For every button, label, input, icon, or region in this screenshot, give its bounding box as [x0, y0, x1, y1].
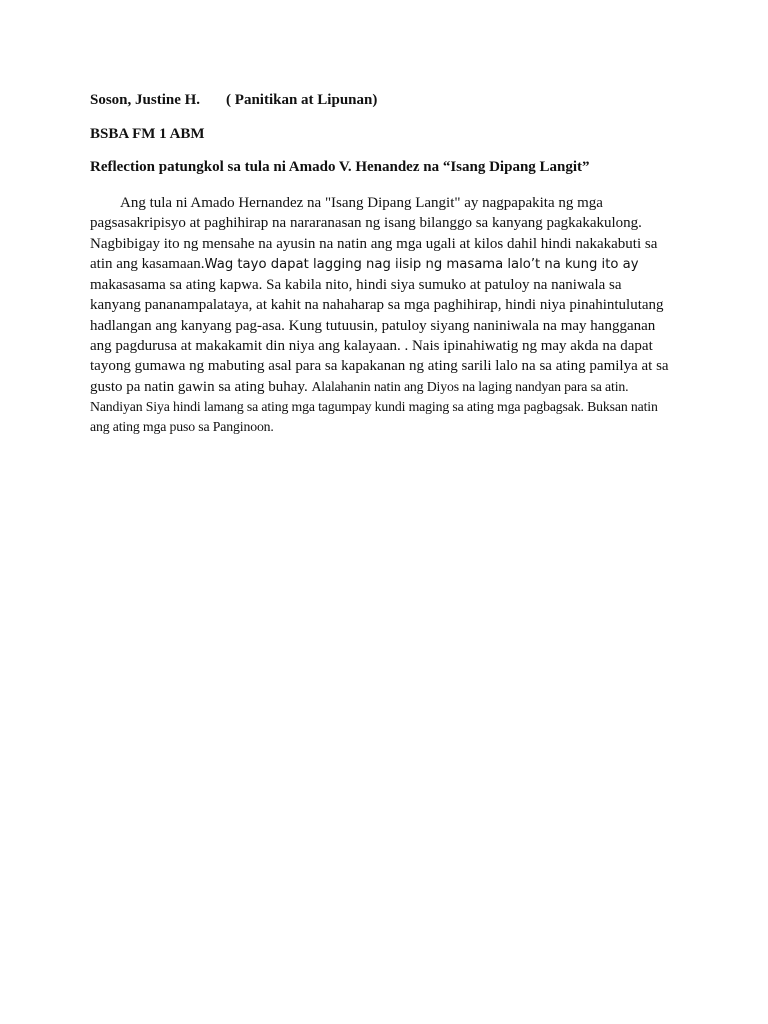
paragraph-run: atin ang kasamaan. — [90, 255, 205, 272]
paragraph-line: makasasama sa ating kapwa. Sa kabila nito, hindi siya sumuko at patuloy na naniwala sa — [90, 277, 622, 294]
subject-name: ( Panitikan at Lipunan) — [226, 92, 378, 108]
paragraph-line: ang pagdurusa at makakamit din niya ang kalayaan. . Nais ipinahiwatig ng may akda na dapat — [90, 338, 653, 355]
paragraph-run: gusto pa natin gawin sa ating buhay. — [90, 378, 308, 395]
course-line: BSBA FM 1 ABM — [90, 126, 205, 142]
paragraph-line — [90, 254, 690, 275]
paragraph-run-sans: Wag tayo dapat lagging nag iisip ng masama lalo’t na kung ito ay — [204, 256, 639, 272]
paragraph-line: hadlangan ang kanyang pag-asa. Kung tutuusin, patuloy siyang naniniwala na may hangganan — [90, 317, 656, 334]
paragraph-line: Ang tula ni Amado Hernandez na "Isang Dipang Langit" ay nagpapakita ng mga — [120, 195, 603, 211]
paragraph-run-narrow: Alalahanin natin ang Diyos na laging nandyan para sa atin. — [311, 378, 629, 394]
paragraph-line: Nagbibigay ito ng mensahe na ayusin na natin ang mga ugali at kilos dahil hindi nakakabuti sa — [90, 235, 658, 252]
paragraph-line: ang ating mga puso sa Panginoon. — [90, 419, 274, 435]
author-name: Soson, Justine H. — [90, 92, 201, 108]
paragraph-line: pagsasakripisyo at paghihirap na nararanasan ng isang bilanggo sa kanyang pagkakakulong. — [90, 215, 642, 232]
paragraph-line: Nandiyan Siya hindi lamang sa ating mga tagumpay kundi maging sa ating mga pagbagsak. Buksan natin — [90, 398, 658, 414]
paragraph-line — [90, 377, 690, 397]
paragraph-line: tayong gumawa ng mabuting asal para sa kapakanan ng ating sarili lalo na sa ating pamilya at sa — [90, 358, 669, 375]
document-title: Reflection patungkol sa tula ni Amado V. Henandez na “Isang Dipang Langit” — [90, 159, 590, 175]
paragraph-line: kanyang pananampalataya, at kahit na nahaharap sa mga paghihirap, hindi niya pinahintulutang — [90, 297, 664, 314]
author-line — [90, 92, 377, 109]
reflection-paragraph — [90, 193, 690, 438]
